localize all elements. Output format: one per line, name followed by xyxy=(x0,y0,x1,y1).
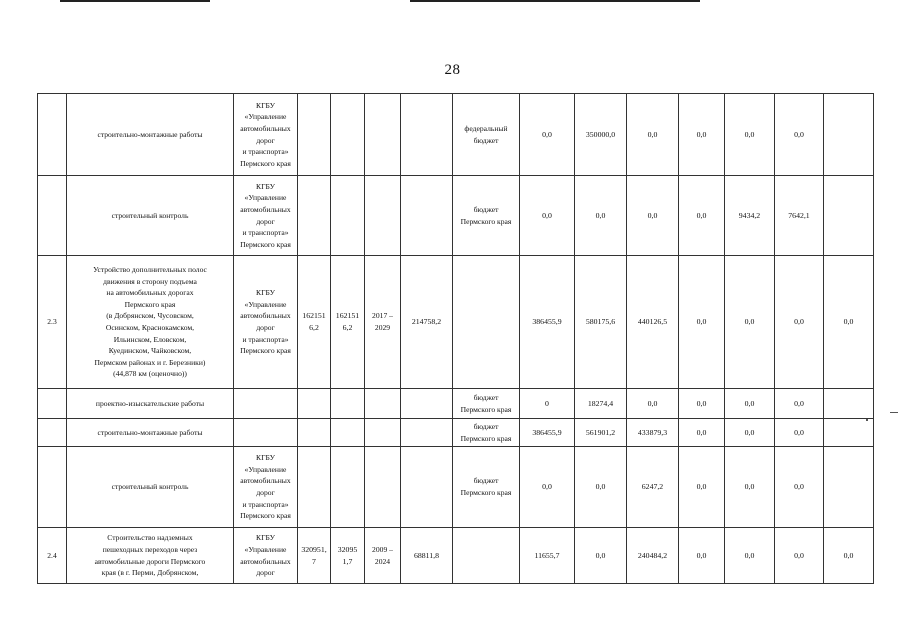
table-cell: 0,0 xyxy=(627,389,679,419)
table-cell: 0,0 xyxy=(679,176,725,256)
table-cell xyxy=(824,176,874,256)
table-cell: 0,0 xyxy=(679,389,725,419)
table-cell xyxy=(331,94,365,176)
table-row-item-2-4 xyxy=(38,528,874,584)
scan-speck xyxy=(890,412,898,413)
table-cell xyxy=(234,419,298,447)
table-cell: 18274,4 xyxy=(575,389,627,419)
table-cell: бюджет Пермского края xyxy=(453,447,520,528)
table-cell: проектно-изыскательские работы xyxy=(67,389,234,419)
table-cell: 214758,2 xyxy=(401,256,453,389)
table-cell xyxy=(331,419,365,447)
table-cell: 440126,5 xyxy=(627,256,679,389)
table-cell: 433879,3 xyxy=(627,419,679,447)
table-cell: 0,0 xyxy=(520,94,575,176)
table-cell: 0,0 xyxy=(775,389,824,419)
table-cell xyxy=(401,94,453,176)
table-cell: 320951, 7 xyxy=(298,528,331,584)
page-number: 28 xyxy=(444,62,461,78)
table-cell xyxy=(365,419,401,447)
table-cell xyxy=(298,419,331,447)
table-cell: 11655,7 xyxy=(520,528,575,584)
table-row-federal-construction xyxy=(38,94,874,176)
table-cell: строительно-монтажные работы xyxy=(67,419,234,447)
table-cell: 350000,0 xyxy=(575,94,627,176)
table-cell: 68811,8 xyxy=(401,528,453,584)
table-cell: 580175,6 xyxy=(575,256,627,389)
table-cell: 7642,1 xyxy=(775,176,824,256)
table-cell: 162151 6,2 xyxy=(298,256,331,389)
table-cell xyxy=(401,447,453,528)
table-row-control-1 xyxy=(38,176,874,256)
table-cell: 0,0 xyxy=(679,528,725,584)
table-cell xyxy=(298,176,331,256)
table-cell: 0,0 xyxy=(520,176,575,256)
table-cell xyxy=(298,447,331,528)
table-cell xyxy=(331,176,365,256)
table-cell: Устройство дополнительных полос движения в сторону подъема на автомобильных дорогах Пермского края (в Добрянском, Чусовском, Осинском, Краснокамском, Ильинском, Еловском, Куединском, Чайковском, Пермском районах и г. Березники) (44,878 км (оценочно)) xyxy=(67,256,234,389)
table-cell: строительный контроль xyxy=(67,176,234,256)
table-cell xyxy=(365,176,401,256)
table-cell: 0,0 xyxy=(775,94,824,176)
table-cell: 0,0 xyxy=(775,256,824,389)
table-cell xyxy=(824,447,874,528)
table-cell xyxy=(453,528,520,584)
table-cell: 0,0 xyxy=(575,176,627,256)
table-cell: федеральный бюджет xyxy=(453,94,520,176)
table-cell: 0,0 xyxy=(775,528,824,584)
table-cell xyxy=(38,389,67,419)
table-cell xyxy=(298,94,331,176)
table-cell xyxy=(331,389,365,419)
table-cell: 0,0 xyxy=(575,528,627,584)
table-cell xyxy=(401,176,453,256)
table-cell: 0,0 xyxy=(725,419,775,447)
table-cell: 32095 1,7 xyxy=(331,528,365,584)
table-row-construction xyxy=(38,419,874,447)
table-cell: 561901,2 xyxy=(575,419,627,447)
table-cell: строительно-монтажные работы xyxy=(67,94,234,176)
table-cell: 0,0 xyxy=(725,447,775,528)
table-body xyxy=(38,94,874,584)
table-cell: 0,0 xyxy=(627,176,679,256)
scan-speck xyxy=(866,419,868,421)
table-cell: 0 xyxy=(520,389,575,419)
table-cell: 0,0 xyxy=(775,447,824,528)
table-cell: 0,0 xyxy=(679,94,725,176)
table-cell: 0,0 xyxy=(824,528,874,584)
table-cell: 162151 6,2 xyxy=(331,256,365,389)
table-cell xyxy=(824,389,874,419)
table-cell: 2009 – 2024 xyxy=(365,528,401,584)
table-cell: 9434,2 xyxy=(725,176,775,256)
table-cell xyxy=(38,94,67,176)
table-cell: строительный контроль xyxy=(67,447,234,528)
table-cell xyxy=(234,389,298,419)
table-cell: КГБУ «Управление автомобильных дорог и транспорта» Пермского края xyxy=(234,94,298,176)
table-cell: 0,0 xyxy=(725,256,775,389)
table-cell: 386455,9 xyxy=(520,256,575,389)
table-row-control-2 xyxy=(38,447,874,528)
table-cell: 386455,9 xyxy=(520,419,575,447)
table-cell: 2.3 xyxy=(38,256,67,389)
table-cell xyxy=(365,447,401,528)
table-cell: бюджет Пермского края xyxy=(453,389,520,419)
table-cell: бюджет Пермского края xyxy=(453,176,520,256)
table-cell: КГБУ «Управление автомобильных дорог xyxy=(234,528,298,584)
table-cell: КГБУ «Управление автомобильных дорог и транспорта» Пермского края xyxy=(234,256,298,389)
table-cell: 0,0 xyxy=(679,256,725,389)
table-cell xyxy=(365,389,401,419)
table-cell xyxy=(38,176,67,256)
table-cell: 0,0 xyxy=(575,447,627,528)
table-cell: 6247,2 xyxy=(627,447,679,528)
table-cell xyxy=(38,419,67,447)
table-cell xyxy=(824,94,874,176)
table-cell xyxy=(365,94,401,176)
table-cell xyxy=(824,419,874,447)
table-cell: 240484,2 xyxy=(627,528,679,584)
table-cell: Строительство надземных пешеходных переходов через автомобильные дороги Пермского края (в г. Перми, Добрянском, xyxy=(67,528,234,584)
table-row-survey xyxy=(38,389,874,419)
table-cell: 0,0 xyxy=(725,94,775,176)
scan-top-line-left xyxy=(60,0,210,2)
table-cell xyxy=(298,389,331,419)
table-row-item-2-3 xyxy=(38,256,874,389)
scan-top-line-right xyxy=(410,0,700,2)
table-cell: КГБУ «Управление автомобильных дорог и транспорта» Пермского края xyxy=(234,447,298,528)
table-cell xyxy=(38,447,67,528)
table-cell: 0,0 xyxy=(520,447,575,528)
budget-table xyxy=(37,93,874,584)
table-cell: бюджет Пермского края xyxy=(453,419,520,447)
table-cell: 0,0 xyxy=(725,528,775,584)
table-cell xyxy=(331,447,365,528)
table-cell: 0,0 xyxy=(679,447,725,528)
table-cell xyxy=(401,419,453,447)
table-cell: 2017 – 2029 xyxy=(365,256,401,389)
table-cell: 0,0 xyxy=(725,389,775,419)
table-cell: КГБУ «Управление автомобильных дорог и транспорта» Пермского края xyxy=(234,176,298,256)
table-cell: 0,0 xyxy=(775,419,824,447)
table-cell: 0,0 xyxy=(679,419,725,447)
table-cell xyxy=(401,389,453,419)
table-cell: 0,0 xyxy=(824,256,874,389)
table-cell: 0,0 xyxy=(627,94,679,176)
table-cell: 2.4 xyxy=(38,528,67,584)
table-cell xyxy=(453,256,520,389)
